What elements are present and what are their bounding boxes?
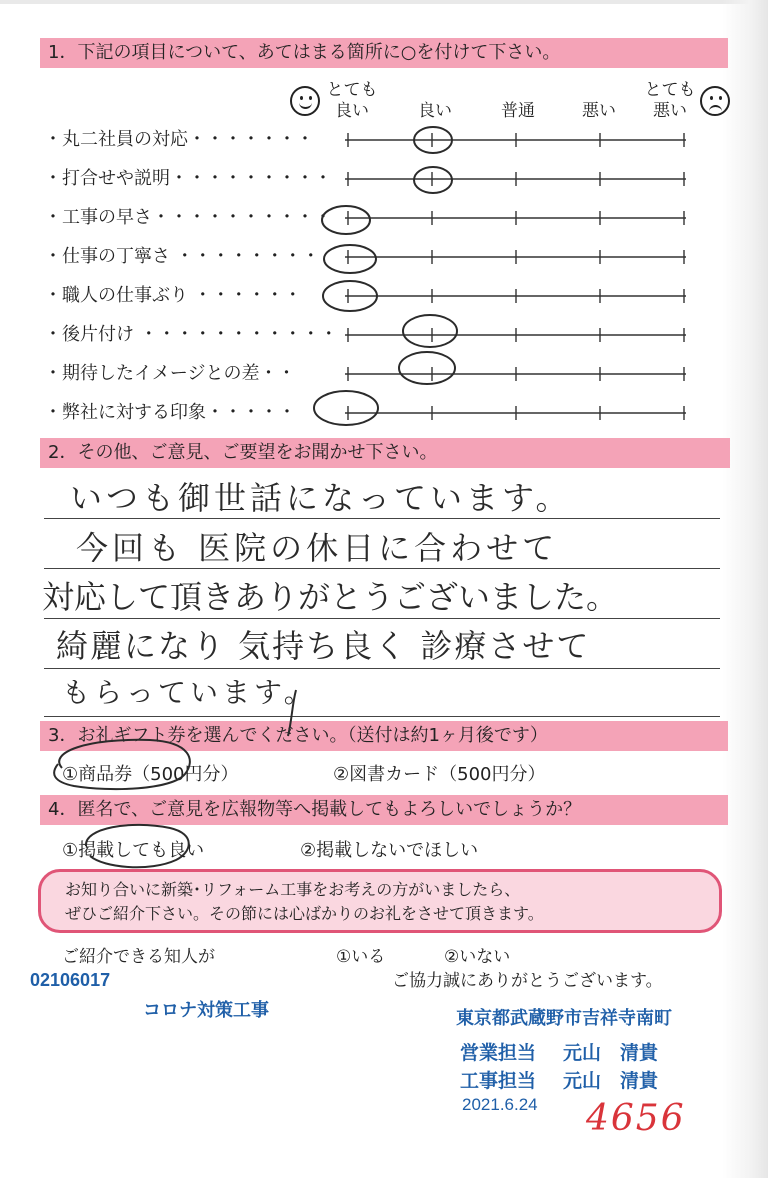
rating-label-speed: ・工事の早さ・・・・・・・・・・: [44, 207, 332, 228]
referral-label: ご紹介できる知人が: [62, 947, 215, 967]
survey-date: 2021.6.24: [462, 1095, 538, 1114]
referral-option-yes[interactable]: ①いる: [336, 947, 386, 967]
q3-header: 3．お礼ギフト券を選んでください。（送付は約1ヶ月後です）: [40, 721, 728, 751]
project-name: コロナ対策工事: [143, 1000, 269, 1020]
gift-option-book-card[interactable]: ②図書カード（500円分）: [333, 764, 546, 785]
comment-text-2: 今回も 医院の休日に合わせて: [76, 529, 559, 567]
rating-label-staff: ・丸二社員の対応・・・・・・・: [44, 129, 314, 150]
rating-label-cleanup: ・後片付け ・・・・・・・・・・・: [44, 324, 338, 345]
referral-option-no[interactable]: ②いない: [444, 947, 511, 967]
comment-text-1: いつも御世話になっています。: [70, 479, 572, 517]
scale-bad: 悪い: [582, 101, 616, 121]
rating-label-impression: ・弊社に対する印象・・・・・: [44, 402, 296, 423]
q4-header: 4．匿名で、ご意見を広報物等へ掲載してもよろしいでしょうか？: [40, 795, 728, 825]
gift-option-goods[interactable]: ①商品券（500円分）: [62, 764, 239, 785]
scale-very-good-line2: 良い: [335, 101, 369, 121]
comment-text-4: 綺麗になり 気持ち良く 診療させて: [56, 627, 591, 665]
scale-normal: 普通: [501, 101, 535, 121]
construction-rep-name: 元山 清貴: [563, 1071, 659, 1092]
scale-very-bad-line1: とても: [644, 80, 696, 100]
q2-header: 2．その他、ご意見、ご要望をお聞かせ下さい。: [40, 438, 730, 468]
scale-very-good-line1: とても: [326, 80, 378, 100]
thanks-message: ご協力誠にありがとうございます。: [392, 971, 663, 991]
construction-rep-label: 工事担当: [460, 1071, 537, 1092]
publish-option-ok[interactable]: ①掲載しても良い: [62, 840, 205, 861]
scale-very-bad-line2: 悪い: [653, 101, 687, 121]
gift-selection-circle: [54, 740, 190, 789]
handwritten-number: 4656: [586, 1098, 686, 1139]
comment-text-3: 対応して頂きありがとうございました。: [42, 578, 619, 616]
customer-code: 02106017: [30, 970, 111, 990]
publish-selection-circle: [86, 825, 189, 867]
referral-notice: [38, 869, 722, 933]
q1-header: 1．下記の項目について、あてはまる箇所に○を付けて下さい。: [40, 38, 728, 68]
rating-label-explanation: ・打合せや説明・・・・・・・・・: [44, 168, 332, 189]
notice-line-2: ぜひご紹介下さい。その節には心ばかりのお礼をさせて頂きます。: [65, 904, 544, 923]
sales-rep-name: 元山 清貴: [563, 1043, 659, 1064]
sales-rep-label: 営業担当: [460, 1043, 537, 1064]
company-address: 東京都武蔵野市吉祥寺南町: [456, 1008, 672, 1028]
publish-option-no[interactable]: ②掲載しないでほしい: [300, 840, 479, 861]
scale-good: 良い: [418, 101, 452, 121]
rating-label-expectation: ・期待したイメージとの差・・: [44, 363, 296, 384]
pen-stroke: [288, 690, 296, 736]
rating-label-care: ・仕事の丁寧さ ・・・・・・・・: [44, 246, 320, 267]
rating-label-craftsmen: ・職人の仕事ぶり ・・・・・・: [44, 285, 302, 306]
comment-text-5: もらっています。: [62, 676, 316, 709]
notice-line-1: お知り合いに新築･リフォーム工事をお考えの方がいましたら、: [65, 880, 521, 899]
